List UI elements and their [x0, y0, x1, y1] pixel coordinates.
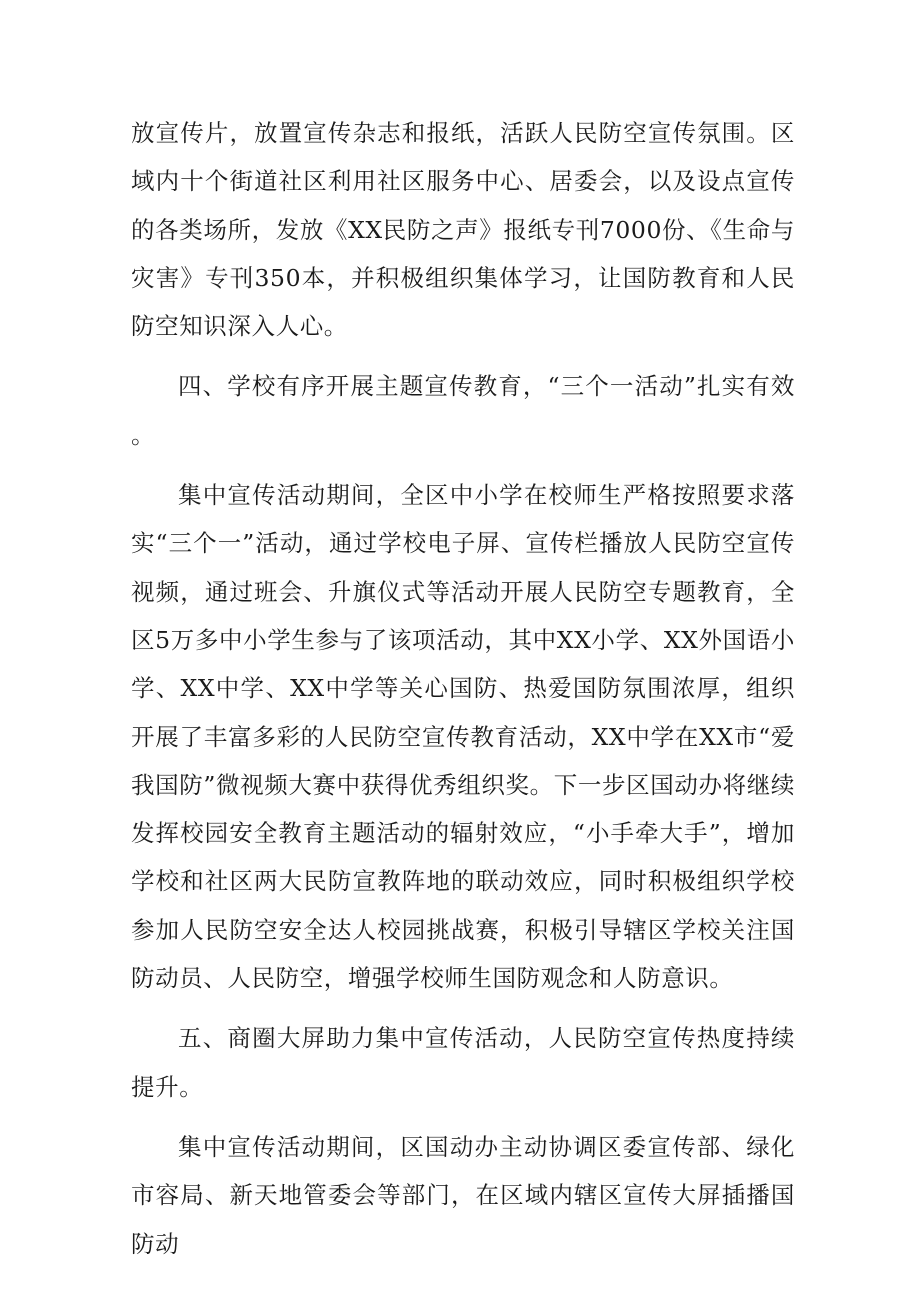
paragraph-continuation: 放宣传片，放置宣传杂志和报纸，活跃人民防空宣传氛围。区域内十个街道社区利用社区服务中心、居委会，以及设点宣传的各类场所，发放《XX民防之声》报纸专刊7000份、《生命与灾害》专刊350本，并积极组织集体学习，让国防教育和人民防空知识深入人心。 [131, 119, 795, 341]
section-heading-five: 五、商圈大屏助力集中宣传活动，人民防空宣传热度持续提升。 [131, 1024, 795, 1101]
paragraph-big-screen: 集中宣传活动期间，区国动办主动协调区委宣传部、绿化市容局、新天地管委会等部门，在区域内辖区宣传大屏插播国防动 [131, 1132, 795, 1258]
document-body [131, 109, 795, 1268]
paragraph-school-activities: 集中宣传活动期间，全区中小学在校师生严格按照要求落实“三个一”活动，通过学校电子屏、宣传栏播放人民防空宣传视频，通过班会、升旗仪式等活动开展人民防空专题教育，全区5万多中小学生参与了该项活动，其中XX小学、XX外国语小学、XX中学、XX中学等关心国防、热爱国防氛围浓厚，组织开展了丰富多彩的人民防空宣传教育活动，XX中学在XX市“爱我国防”微视频大赛中获得优秀组织奖。下一步区国动办将继续发挥校园安全教育主题活动的辐射效应，“小手牵大手”，增加学校和社区两大民防宣教阵地的联动效应，同时积极组织学校参加人民防空安全达人校园挑战赛，积极引导辖区学校关注国防动员、人民防空，增强学校师生国防观念和人防意识。 [131, 481, 795, 993]
section-heading-four: 四、学校有序开展主题宣传教育，“三个一活动”扎实有效。 [131, 372, 795, 449]
